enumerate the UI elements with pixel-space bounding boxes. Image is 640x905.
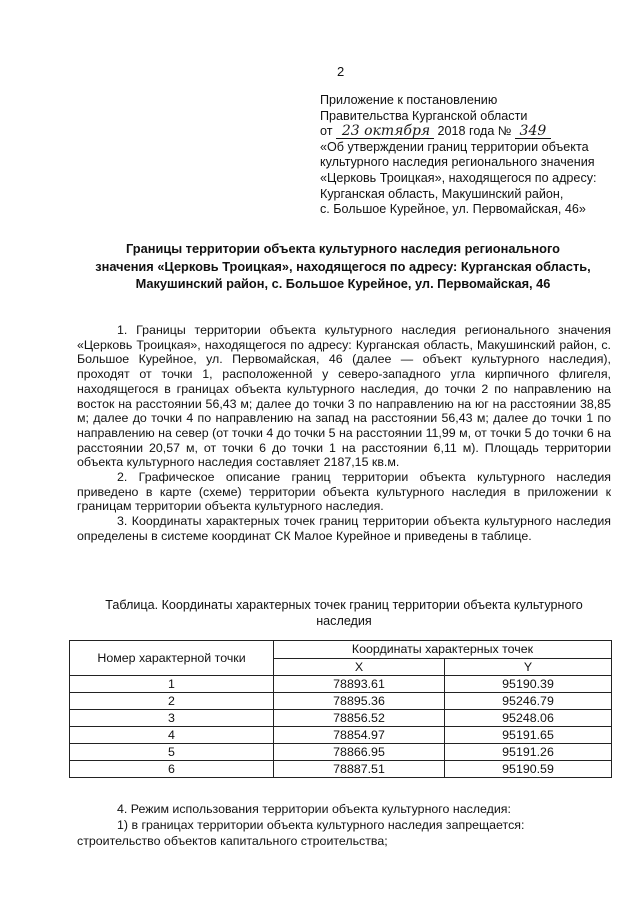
cell-y: 95246.79 — [445, 693, 612, 710]
page-number: 2 — [337, 64, 345, 79]
cell-x: 78866.95 — [274, 744, 445, 761]
handwritten-number: 349 — [515, 125, 551, 139]
regime-section — [77, 801, 611, 849]
subitem-1: 1) в границах территории объекта культурного наследия запрещается: — [117, 818, 525, 832]
date-prefix: от — [320, 124, 333, 139]
cell-point: 1 — [70, 676, 274, 693]
document-title — [78, 240, 608, 293]
cell-x: 78895.36 — [274, 693, 445, 710]
cell-x: 78893.61 — [274, 676, 445, 693]
col-header-y: Y — [445, 658, 612, 676]
title-line: Макушинский район, с. Большое Курейное, ул. Первомайская, 46 — [135, 276, 551, 291]
cell-y: 95190.59 — [445, 761, 612, 778]
cell-y: 95190.39 — [445, 676, 612, 693]
appendix-line: Приложение к постановлению — [320, 93, 498, 107]
coordinates-table — [69, 640, 612, 778]
table-row — [70, 710, 612, 727]
subitem-1-line: строительство объектов капитального строительства; — [77, 834, 388, 848]
resolution-title-line: с. Большое Курейное, ул. Первомайская, 46» — [320, 202, 586, 217]
resolution-title-line: культурного наследия регионального значения — [320, 155, 595, 170]
title-line: Границы территории объекта культурного наследия регионального — [126, 241, 560, 256]
table-row — [70, 744, 612, 761]
cell-point: 5 — [70, 744, 274, 761]
paragraph-3: 3. Координаты характерных точек границ территории объекта культурного наследия определены в системе координат СК Малое Курейное и приведены в таблице. — [77, 514, 611, 543]
cell-point: 6 — [70, 761, 274, 778]
cell-x: 78856.52 — [274, 710, 445, 727]
appendix-line: Правительства Курганской области — [320, 108, 528, 123]
cell-x: 78854.97 — [274, 727, 445, 744]
resolution-title-line: Курганская область, Макушинский район, — [320, 186, 564, 201]
appendix-block — [320, 93, 620, 218]
cell-point: 3 — [70, 710, 274, 727]
cell-x: 78887.51 — [274, 761, 445, 778]
paragraph-1: 1. Границы территории объекта культурного наследия регионального значения «Церковь Троицкая», находящегося по адресу: Курганская область, Макушинский район, с. Большое Курейное, ул. Первомайская, 46 (далее — объект культурного наследия), проходят от точки 1, расположенной у северо-западного угла кирпичного флигеля, находящегося в границах объекта культурного наследия, до точки 2 по направлению на восток на расстоянии 56,43 м; далее до точки 3 по направлению на юг на расстоянии 38,85 м; далее до точки 4 по направлению на запад на расстоянии 56,43 м; далее до точки 1 по направлению на север (от точки 4 до точки 5 на расстоянии 11,99 м, от точки 5 до точки 6 на расстоянии 20,57 м, от точки 6 до точки 1 на расстоянии 6,11 м). Площадь территории объекта культурного наследия составляет 2187,15 кв.м. — [77, 323, 611, 470]
paragraph-2: 2. Графическое описание границ территории объекта культурного наследия приведено в карте (схеме) территории объекта культурного наследия в приложении к границам территории объекта культурного наследия. — [77, 470, 611, 514]
table-caption: Таблица. Координаты характерных точек границ территории объекта культурного наследия — [105, 598, 583, 628]
cell-y: 95191.26 — [445, 744, 612, 761]
resolution-title-line: «Церковь Троицкая», находящегося по адресу: — [320, 170, 597, 185]
table-row — [70, 693, 612, 710]
year-text: 2018 года № — [437, 124, 512, 139]
col-header-point: Номер характерной точки — [70, 641, 274, 676]
item-4: 4. Режим использования территории объекта культурного наследия: — [117, 802, 511, 816]
cell-point: 2 — [70, 693, 274, 710]
title-line: значения «Церковь Троицкая», находящегося по адресу: Курганская область, — [95, 258, 591, 274]
handwritten-date: 23 октября — [336, 125, 434, 139]
col-header-x: X — [274, 658, 445, 676]
resolution-title-line: «Об утверждении границ территории объекта — [320, 139, 589, 154]
cell-y: 95248.06 — [445, 710, 612, 727]
cell-y: 95191.65 — [445, 727, 612, 744]
table-row — [70, 761, 612, 778]
cell-point: 4 — [70, 727, 274, 744]
table-row — [70, 727, 612, 744]
body-text — [77, 323, 611, 544]
col-header-coords: Координаты характерных точек — [274, 641, 612, 659]
table-row — [70, 676, 612, 693]
appendix-date-line — [320, 124, 620, 140]
